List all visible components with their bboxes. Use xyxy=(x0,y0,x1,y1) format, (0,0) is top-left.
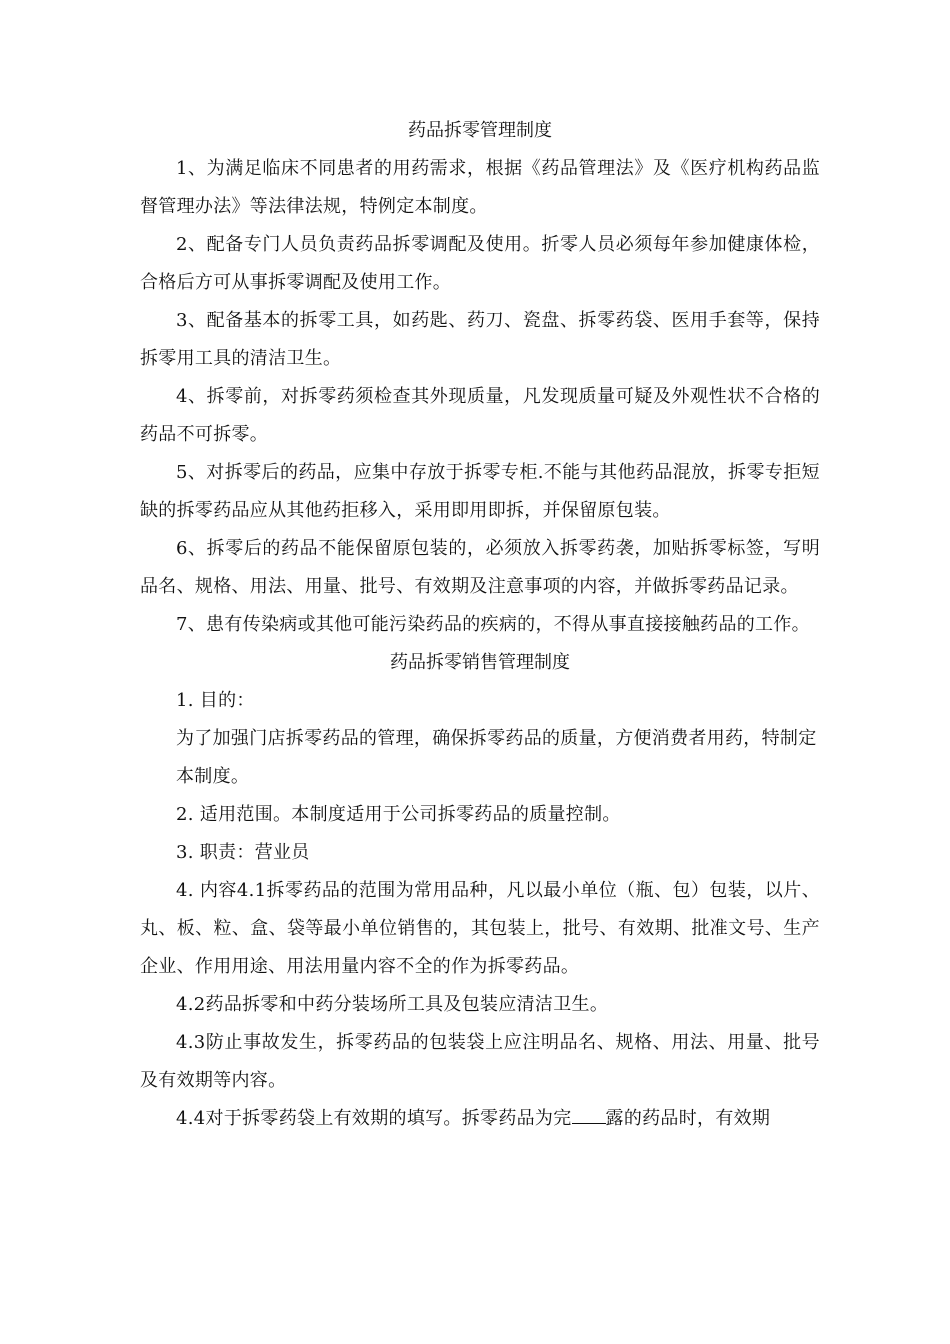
content-clause-4-4-start: 4.4对于拆零药袋上有效期的填写。拆零药品为完 xyxy=(176,1108,572,1129)
section-1-clause-6: 6、拆零后的药品不能保留原包装的，必须放入拆零药袭，加贴拆零标签，写明品名、规格、用法、用量、批号、有效期及注意事项的内容，并做拆零药品记录。 xyxy=(140,538,820,597)
content-clause-4-2: 4.2药品拆零和中药分装场所工具及包装应清洁卫生。 xyxy=(176,994,609,1015)
section-1-title: 药品拆零管理制度 xyxy=(408,120,552,141)
section-1-clause-4: 4、拆零前，对拆零药须检查其外现质量，凡发现质量可疑及外观性状不合格的药品不可拆零。 xyxy=(140,386,820,445)
purpose-text: 为了加强门店拆零药品的管理，确保拆零药品的质量，方便消费者用药，特制定 xyxy=(176,728,817,749)
content-clause-4-1: 4. 内容4.1拆零药品的范围为常用品种，凡以最小单位（瓶、包）包装，以片、丸、板、粒、盒、袋等最小单位销售的，其包装上，批号、有效期、批准文号、生产企业、作用用途、用法用量内容不全的作为拆零药品。 xyxy=(140,880,820,977)
content-clause-4-4 xyxy=(140,1100,820,1138)
section-1-clause-3: 3、配备基本的拆零工具，如药匙、药刀、瓷盘、拆零药袋、医用手套等，保持拆零用工具的清洁卫生。 xyxy=(140,310,820,369)
section-1-clause-7: 7、患有传染病或其他可能污染药品的疾病的，不得从事直接接触药品的工作。 xyxy=(176,614,810,635)
purpose-tail: 本制度。 xyxy=(176,766,250,787)
content-clause-4-3: 4.3防止事故发生，拆零药品的包装袋上应注明品名、规格、用法、用量、批号及有效期等内容。 xyxy=(140,1032,820,1091)
section-2-title: 药品拆零销售管理制度 xyxy=(390,652,570,673)
scope-clause: 2. 适用范围。本制度适用于公司拆零药品的质量控制。 xyxy=(176,804,621,825)
purpose-heading: 1. 目的： xyxy=(176,690,255,711)
document-page xyxy=(140,112,820,1138)
duty-clause: 3. 职责：营业员 xyxy=(176,842,310,863)
content-clause-4-4-end: 露的药品时，有效期 xyxy=(605,1108,771,1129)
fill-in-blank xyxy=(572,1105,606,1124)
section-1-clause-5: 5、对拆零后的药品，应集中存放于拆零专柜.不能与其他药品混放，拆零专拒短缺的拆零药品应从其他药拒移入，采用即用即拆，并保留原包装。 xyxy=(140,462,820,521)
section-1-clause-1: 1、为满足临床不同患者的用药需求，根据《药品管理法》及《医疗机构药品监督管理办法》等法律法规，特例定本制度。 xyxy=(140,158,820,217)
section-1-clause-2: 2、配备专门人员负责药品拆零调配及使用。折零人员必须每年参加健康体检，合格后方可从事拆零调配及使用工作。 xyxy=(140,234,820,293)
